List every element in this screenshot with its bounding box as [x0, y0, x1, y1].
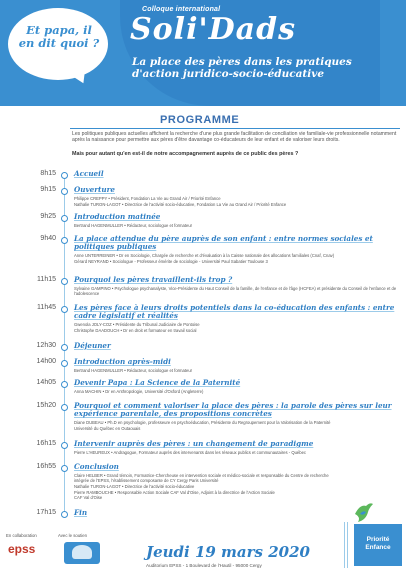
timeline-dot — [61, 188, 68, 195]
agenda-speaker: Nathalie TURON-LAGOT • Directrice de l'activité socio-éducative — [74, 484, 195, 489]
colloque-label: Colloque international — [142, 6, 221, 13]
agenda-time: 9h15 — [40, 186, 56, 193]
programme-question: Mais pour autant qu'en est-il de notre accompagnement auprès de ce public des pères ? — [72, 151, 299, 157]
timeline-dot — [61, 381, 68, 388]
header-banner — [0, 0, 406, 106]
agenda-speaker: Nathalie TURON-LAGOT • Directrice de l'activité socio-éducative, Fondation La Vie au Grand Air / Priorité Enfance — [74, 201, 287, 207]
event-tagline: La place des pères dans les pratiques d'action juridico-socio-éducative — [132, 56, 352, 80]
agenda-title: Fin — [74, 508, 88, 517]
agenda-speaker: Sylvaine GAMPINO • Psychologue psychanalyste, Vice-Présidente du Haut Conseil de la famille, de l'enfance et de l'âge (HCFEA) et présidente du Conseil de l'enfance et de l'adolescence — [74, 286, 397, 297]
collaboration-label: En collaboration — [6, 533, 37, 538]
timeline-dot — [61, 511, 68, 518]
timeline-dot — [61, 442, 68, 449]
agenda-time: 16h15 — [36, 440, 56, 447]
programme-divider — [70, 128, 400, 129]
agenda-time: 17h15 — [36, 509, 56, 516]
timeline-dot — [61, 278, 68, 285]
agenda-time: 12h30 — [36, 342, 56, 349]
bird-logo-icon — [352, 500, 374, 524]
agenda-speaker: Christophe DAADOUCH • Dr en droit et formateur en travail social — [74, 327, 197, 333]
agenda-title: La place attendue du père auprès de son enfant : entre normes sociales et politiques publiques — [74, 234, 373, 252]
agenda-title: Introduction matinée — [74, 212, 161, 221]
agenda-title: Déjeuner — [74, 341, 111, 350]
timeline-dot — [61, 306, 68, 313]
agenda-speaker: Pierre L'HEUREUX • Andragogue, Formateur auprès des intervenants dans les réseaux publics et communautaires - Québec — [74, 450, 306, 455]
agenda-time: 9h25 — [40, 213, 56, 220]
agenda-title: Intervenir auprès des pères : un changement de paradigme — [74, 439, 314, 448]
timeline-dot — [61, 465, 68, 472]
event-address: Auditorium EPSS - 1 Boulevard de l'Hautil - 95000 Cergy — [146, 563, 262, 568]
support-label: Avec le soutien — [58, 533, 88, 538]
department-logo-mark — [72, 545, 92, 559]
agenda-time: 14h00 — [36, 358, 56, 365]
timeline-dot — [61, 172, 68, 179]
agenda-title: Accueil — [74, 169, 104, 178]
agenda-speaker: Bertrand HAGENMULLER • Rédacteur, sociologue et formateur — [74, 368, 193, 373]
agenda-title: Introduction après-midi — [74, 357, 171, 366]
agenda-speaker: Université du Québec en Outaouais — [74, 425, 141, 431]
agenda-speaker: Anne UNTERREINER • Dr en Sociologie, Chargée de recherche et d'évaluation à la Caisse nationale des allocations familiales (Cnaf, Cnav) — [74, 253, 335, 258]
timeline-dot — [61, 360, 68, 367]
bubble-text: Et papa, il en dit quoi ? — [18, 23, 100, 50]
agenda-title: Devenir Papa : La Science de la Paternité — [74, 378, 241, 387]
agenda-time: 8h15 — [40, 170, 56, 177]
agenda-speaker: CAF Val d'Oise — [74, 495, 103, 500]
foundation-vertical-logo — [340, 520, 352, 570]
epss-logo: epss — [8, 542, 36, 556]
agenda-title: Ouverture — [74, 185, 115, 194]
timeline-dot — [61, 215, 68, 222]
agenda-title: Conclusion — [74, 462, 119, 471]
agenda-speaker: Diane DUBEAU • Ph.D en psychologie, professeure en psychoéducation, Présidente du Regroupement pour la Valorisation de la Paternité — [74, 420, 331, 425]
agenda-speaker: Philippe CREPPY • Président, Fondation La Vie au Grand Air / Priorité Enfance — [74, 196, 221, 201]
agenda-speaker: Pierre RAMBOUCHE • Responsable Action Sociale CAF Val d'Oise, Adjoint à la directrice de l'Action Sociale — [74, 489, 275, 495]
agenda-time: 9h40 — [40, 235, 56, 242]
agenda-time: 14h05 — [36, 379, 56, 386]
timeline-dot — [61, 404, 68, 411]
agenda-speaker: Gérard NEYRAND • Sociologue - Professeur émérite de sociologie - Université Paul Sabatier Toulouse 3 — [74, 258, 268, 264]
agenda-time: 11h45 — [37, 304, 56, 311]
priorite-enfance-logo: Priorité Enfance — [354, 524, 402, 566]
agenda-title: Pourquoi et comment valoriser la place des pères : la parole des pères sur leur expérience parentale, des propositions concrètes — [74, 401, 392, 419]
event-date: Jeudi 19 mars 2020 — [146, 543, 310, 561]
agenda-speaker: Claire HELBER • Grand témoin, Formatrice-Chercheuse en intervention sociale et médico-sociale et responsable du Centre de recherche intégrée de l'EPSS, l'établissement composante de CY Cergy Paris Université — [74, 473, 329, 484]
agenda-speaker: Gwenola JOLY-COZ • Présidente du Tribunal Judiciaire de Pontoise — [74, 322, 200, 327]
programme-title: PROGRAMME — [160, 114, 240, 126]
programme-intro: Les politiques publiques actuelles affichent la recherche d'une plus grande facilitation de conciliation vie familiale-vie professionnelle notamment après la naissance pour permettre aux pères d'être davantage co-éducateurs de leur enfant et de valoriser leurs droits. — [72, 131, 397, 144]
agenda-time: 11h15 — [37, 276, 56, 283]
event-title: Soli'Dads — [130, 12, 296, 47]
timeline-dot — [61, 344, 68, 351]
agenda-speaker: Anna MACHIN • Dr en Anthropologie, Université d'Oxford (Angleterre) — [74, 389, 204, 394]
timeline-dot — [61, 237, 68, 244]
agenda-time: 16h55 — [36, 463, 56, 470]
agenda-time: 15h20 — [36, 402, 56, 409]
agenda-speaker: Bertrand HAGENMULLER • Rédacteur, sociologue et formateur — [74, 223, 193, 228]
agenda-title: Les pères face à leurs droits potentiels dans la co-éducation des enfants : entre cadre législatif et réalités — [74, 303, 395, 321]
agenda-title: Pourquoi les pères travaillent-ils trop ? — [74, 275, 233, 284]
